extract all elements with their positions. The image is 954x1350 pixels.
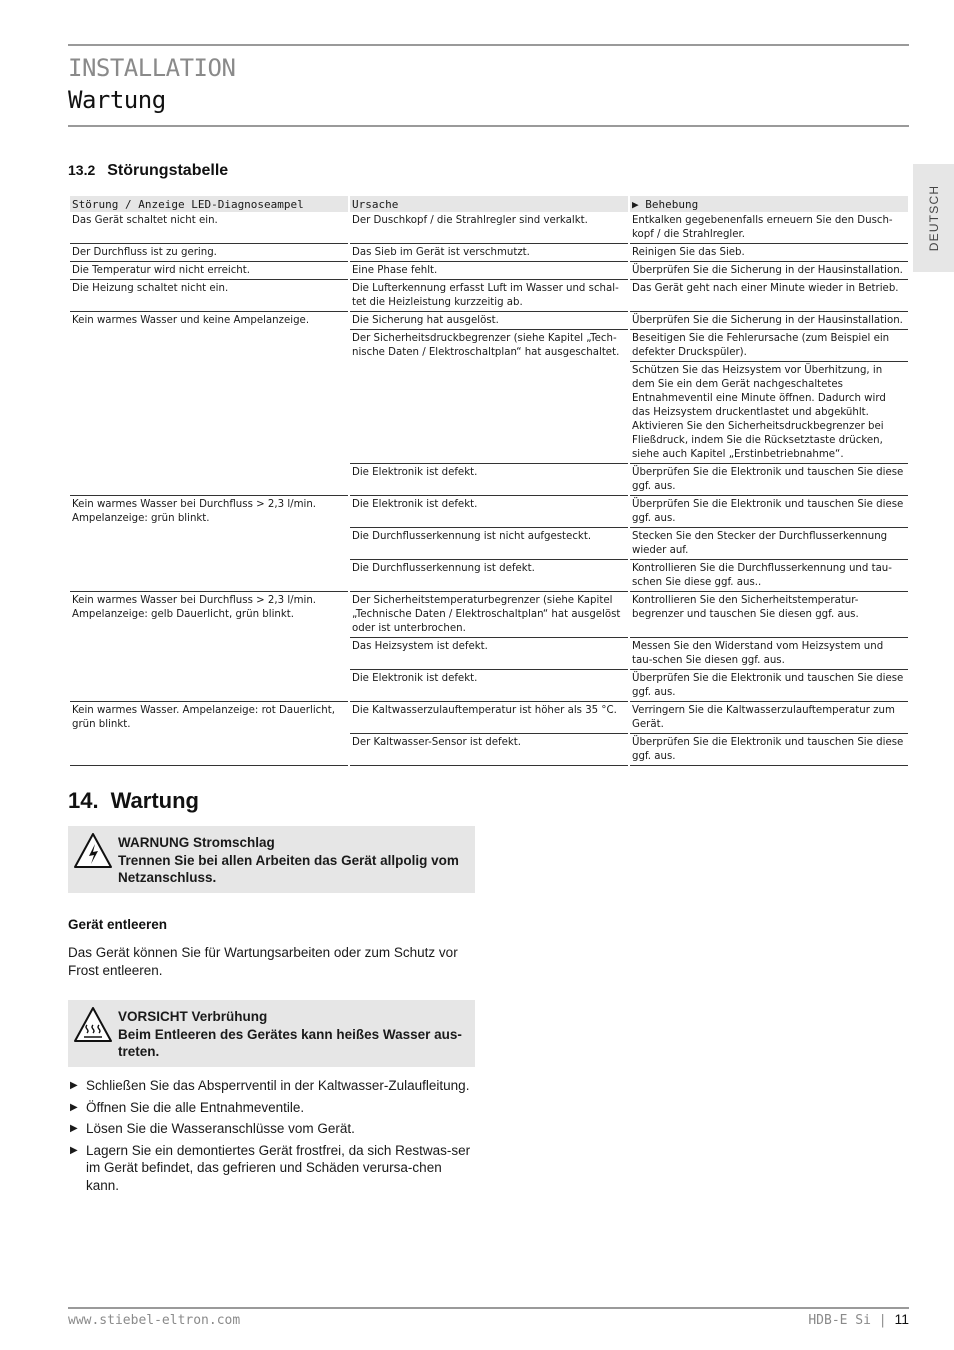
caution-title: VORSICHT Verbrühung [118, 1009, 268, 1024]
language-tab-label: DEUTSCH [926, 184, 941, 252]
drain-intro: Das Gerät können Sie für Wartungsarbeiten oder zum Schutz vor Frost entleeren. [68, 945, 458, 978]
triangle-right-icon: ▶ [70, 1101, 78, 1113]
fault-cell: Das Gerät schaltet nicht ein. [70, 212, 348, 244]
col-header-remedy [630, 196, 908, 212]
fault-cell [70, 464, 348, 496]
header-rule-bottom [68, 125, 909, 127]
footer-separator: | [878, 1313, 887, 1328]
cause-cell: Die Durchflusserkennung ist nicht aufgesteckt. [350, 528, 628, 560]
remedy-cell: Entkalken gegebenenfalls erneuern Sie den Dusch-kopf / die Strahlregler. [630, 212, 908, 244]
cause-cell: Der Sicherheitstemperaturbegrenzer (siehe Kapitel „Technische Daten / Elektroschaltplan“ hat ausgelöst oder ist unterbrochen. [350, 592, 628, 638]
fault-cell [70, 330, 348, 362]
step-text: Schließen Sie das Absperrventil in der Kaltwasser-Zulaufleitung. [86, 1078, 470, 1093]
fault-cell: Kein warmes Wasser. Ampelanzeige: rot Dauerlicht, grün blinkt. [72, 705, 335, 730]
warning-box [68, 826, 475, 893]
table-row [70, 670, 908, 702]
fault-cell [70, 734, 348, 766]
list-item [68, 1142, 478, 1195]
cause-cell: Die Elektronik ist defekt. [350, 670, 628, 702]
col-header-cause: Ursache [350, 196, 628, 212]
table-row [70, 560, 908, 592]
table-row [70, 496, 908, 528]
warning-title: WARNUNG Stromschlag [118, 835, 275, 850]
triangle-right-icon: ▶ [70, 1080, 78, 1091]
footer-url: www.stiebel-eltron.com [68, 1313, 241, 1328]
cause-cell: Die Elektronik ist defekt. [350, 464, 628, 496]
cause-cell: Das Heizsystem ist defekt. [350, 638, 628, 670]
remedy-cell: Kontrollieren Sie den Sicherheitstemperatur-begrenzer und tauschen Sie diesen ggf. aus. [630, 592, 908, 638]
electric-shock-warning-icon [72, 831, 114, 871]
hot-water-caution-icon [72, 1005, 114, 1045]
remedy-cell: Beseitigen Sie die Fehlerursache (zum Beispiel ein defekter Druckspüler). [630, 330, 908, 362]
fault-cell [70, 638, 348, 670]
remedy-cell: Das Gerät geht nach einer Minute wieder in Betrieb. [630, 280, 908, 312]
warning-body: Trennen Sie bei allen Arbeiten das Gerät allpolig vom Netzanschluss. [118, 852, 459, 885]
footer-rule [68, 1307, 909, 1309]
fault-cell: Kein warmes Wasser bei Durchfluss > 2,3 l/min. Ampelanzeige: grün blinkt. [72, 499, 317, 524]
chapter-number: 14. [68, 788, 99, 813]
section-number: 13.2 [68, 162, 96, 178]
table-row [70, 244, 908, 262]
remedy-cell: Überprüfen Sie die Elektronik und tauschen Sie diese ggf. aus. [630, 496, 908, 528]
remedy-cell: Kontrollieren Sie die Durchflusserkennung und tau-schen Sie diese ggf. aus.. [630, 560, 908, 592]
remedy-cell: Messen Sie den Widerstand vom Heizsystem und tau-schen Sie diesen ggf. aus. [630, 638, 908, 670]
header-title: Wartung [68, 86, 166, 114]
fault-cell [70, 560, 348, 592]
cause-cell: Der Kaltwasser-Sensor ist defekt. [350, 734, 628, 766]
table-row [70, 212, 908, 244]
triangle-right-icon: ▶ [70, 1144, 78, 1156]
language-tab [913, 164, 954, 272]
fault-cell [70, 670, 348, 702]
caution-box [68, 1000, 475, 1067]
fault-cell: Kein warmes Wasser bei Durchfluss > 2,3 l/min. Ampelanzeige: gelb Dauerlicht, grün blinkt. [72, 595, 317, 620]
fault-cell: Der Durchfluss ist zu gering. [70, 244, 348, 262]
cause-cell: Der Sicherheitsdruckbegrenzer (siehe Kapitel „Tech-nische Daten / Elektroschaltplan“ hat ausgeschaltet. [352, 333, 620, 358]
triangle-right-icon: ▶ [632, 197, 639, 211]
step-text: Lösen Sie die Wasseranschlüsse vom Gerät. [86, 1121, 355, 1136]
fault-cell [70, 362, 348, 464]
drain-steps-list [68, 1077, 478, 1198]
table-row [70, 702, 908, 734]
list-item [68, 1077, 478, 1095]
warning-text [118, 834, 469, 887]
caution-body: Beim Entleeren des Gerätes kann heißes Wasser aus-treten. [118, 1026, 462, 1059]
cause-cell: Die Lufterkennung erfasst Luft im Wasser und schal-tet die Heizleistung kurzzeitig ab. [350, 280, 628, 312]
cause-cell: Die Durchflusserkennung ist defekt. [350, 560, 628, 592]
fault-table [68, 196, 910, 766]
fault-cell [70, 528, 348, 560]
footer-model: HDB-E Si [808, 1313, 871, 1328]
col-header-fault: Störung / Anzeige LED-Diagnoseampel [70, 196, 348, 212]
triangle-right-icon: ▶ [70, 1123, 78, 1134]
remedy-cell: Verringern Sie die Kaltwasserzulauftemperatur zum Gerät. [630, 702, 908, 734]
caution-text [118, 1008, 469, 1061]
header-section: INSTALLATION [68, 54, 236, 82]
table-row [70, 280, 908, 312]
col-header-remedy-label: Behebung [645, 197, 699, 211]
chapter-title: Wartung [110, 788, 199, 813]
step-text: Öffnen Sie die alle Entnahmeventile. [86, 1099, 305, 1115]
remedy-cell: Reinigen Sie das Sieb. [630, 244, 908, 262]
remedy-cell: Überprüfen Sie die Sicherung in der Hausinstallation. [630, 262, 908, 280]
fault-cell: Die Heizung schaltet nicht ein. [70, 280, 348, 312]
table-row [70, 734, 908, 766]
table-row [70, 362, 908, 464]
table-row [70, 592, 908, 638]
drain-heading: Gerät entleeren [68, 917, 168, 932]
cause-cell: Die Kaltwasserzulauftemperatur ist höher als 35 °C. [350, 702, 628, 734]
list-item [68, 1099, 478, 1117]
remedy-cell: Überprüfen Sie die Elektronik und tauschen Sie diese ggf. aus. [630, 464, 908, 496]
header-rule-top [68, 44, 909, 46]
table-header-row [70, 196, 908, 212]
cause-cell: Das Sieb im Gerät ist verschmutzt. [350, 244, 628, 262]
remedy-cell: Überprüfen Sie die Sicherung in der Hausinstallation. [630, 312, 908, 330]
remedy-cell: Überprüfen Sie die Elektronik und tauschen Sie diese ggf. aus. [630, 670, 908, 702]
remedy-cell: Schützen Sie das Heizsystem vor Überhitzung, in dem Sie ein dem Gerät nachgeschaltetes Entnahmeventil eine Minute öffnen. Dadurch wird das Heizsystem druckentlastet und abgekühlt. Aktivieren Sie den Sicherheitsdruckbegrenzer bei Fließdruck, indem Sie die Rücksetztaste drücken, siehe auch Kapitel „Erstinbetriebnahme“. [630, 362, 908, 464]
cause-cell [350, 362, 628, 464]
table-row [70, 528, 908, 560]
cause-cell: Der Duschkopf / die Strahlregler sind verkalkt. [350, 212, 628, 244]
cause-cell: Die Sicherung hat ausgelöst. [350, 312, 628, 330]
fault-cell: Die Temperatur wird nicht erreicht. [70, 262, 348, 280]
section-heading-maintenance [68, 788, 199, 814]
table-row [70, 464, 908, 496]
table-row [70, 330, 908, 362]
fault-cell: Kein warmes Wasser und keine Ampelanzeige. [72, 315, 310, 326]
step-text: Lagern Sie ein demontiertes Gerät frostfrei, da sich Restwas-ser im Gerät befindet, das gefrieren und Schäden verursa-chen kann. [86, 1142, 471, 1193]
remedy-cell: Überprüfen Sie die Elektronik und tauschen Sie diese ggf. aus. [630, 734, 908, 766]
section-heading-fault-table [68, 162, 228, 180]
list-item [68, 1120, 478, 1138]
page-number: 11 [894, 1311, 909, 1327]
remedy-cell: Stecken Sie den Stecker der Durchflusserkennung wieder auf. [630, 528, 908, 560]
cause-cell: Die Elektronik ist defekt. [350, 496, 628, 528]
footer-right [808, 1311, 909, 1328]
table-row [70, 262, 908, 280]
table-row [70, 312, 908, 330]
table-row [70, 638, 908, 670]
cause-cell: Eine Phase fehlt. [350, 262, 628, 280]
section-title: Störungstabelle [107, 162, 229, 179]
